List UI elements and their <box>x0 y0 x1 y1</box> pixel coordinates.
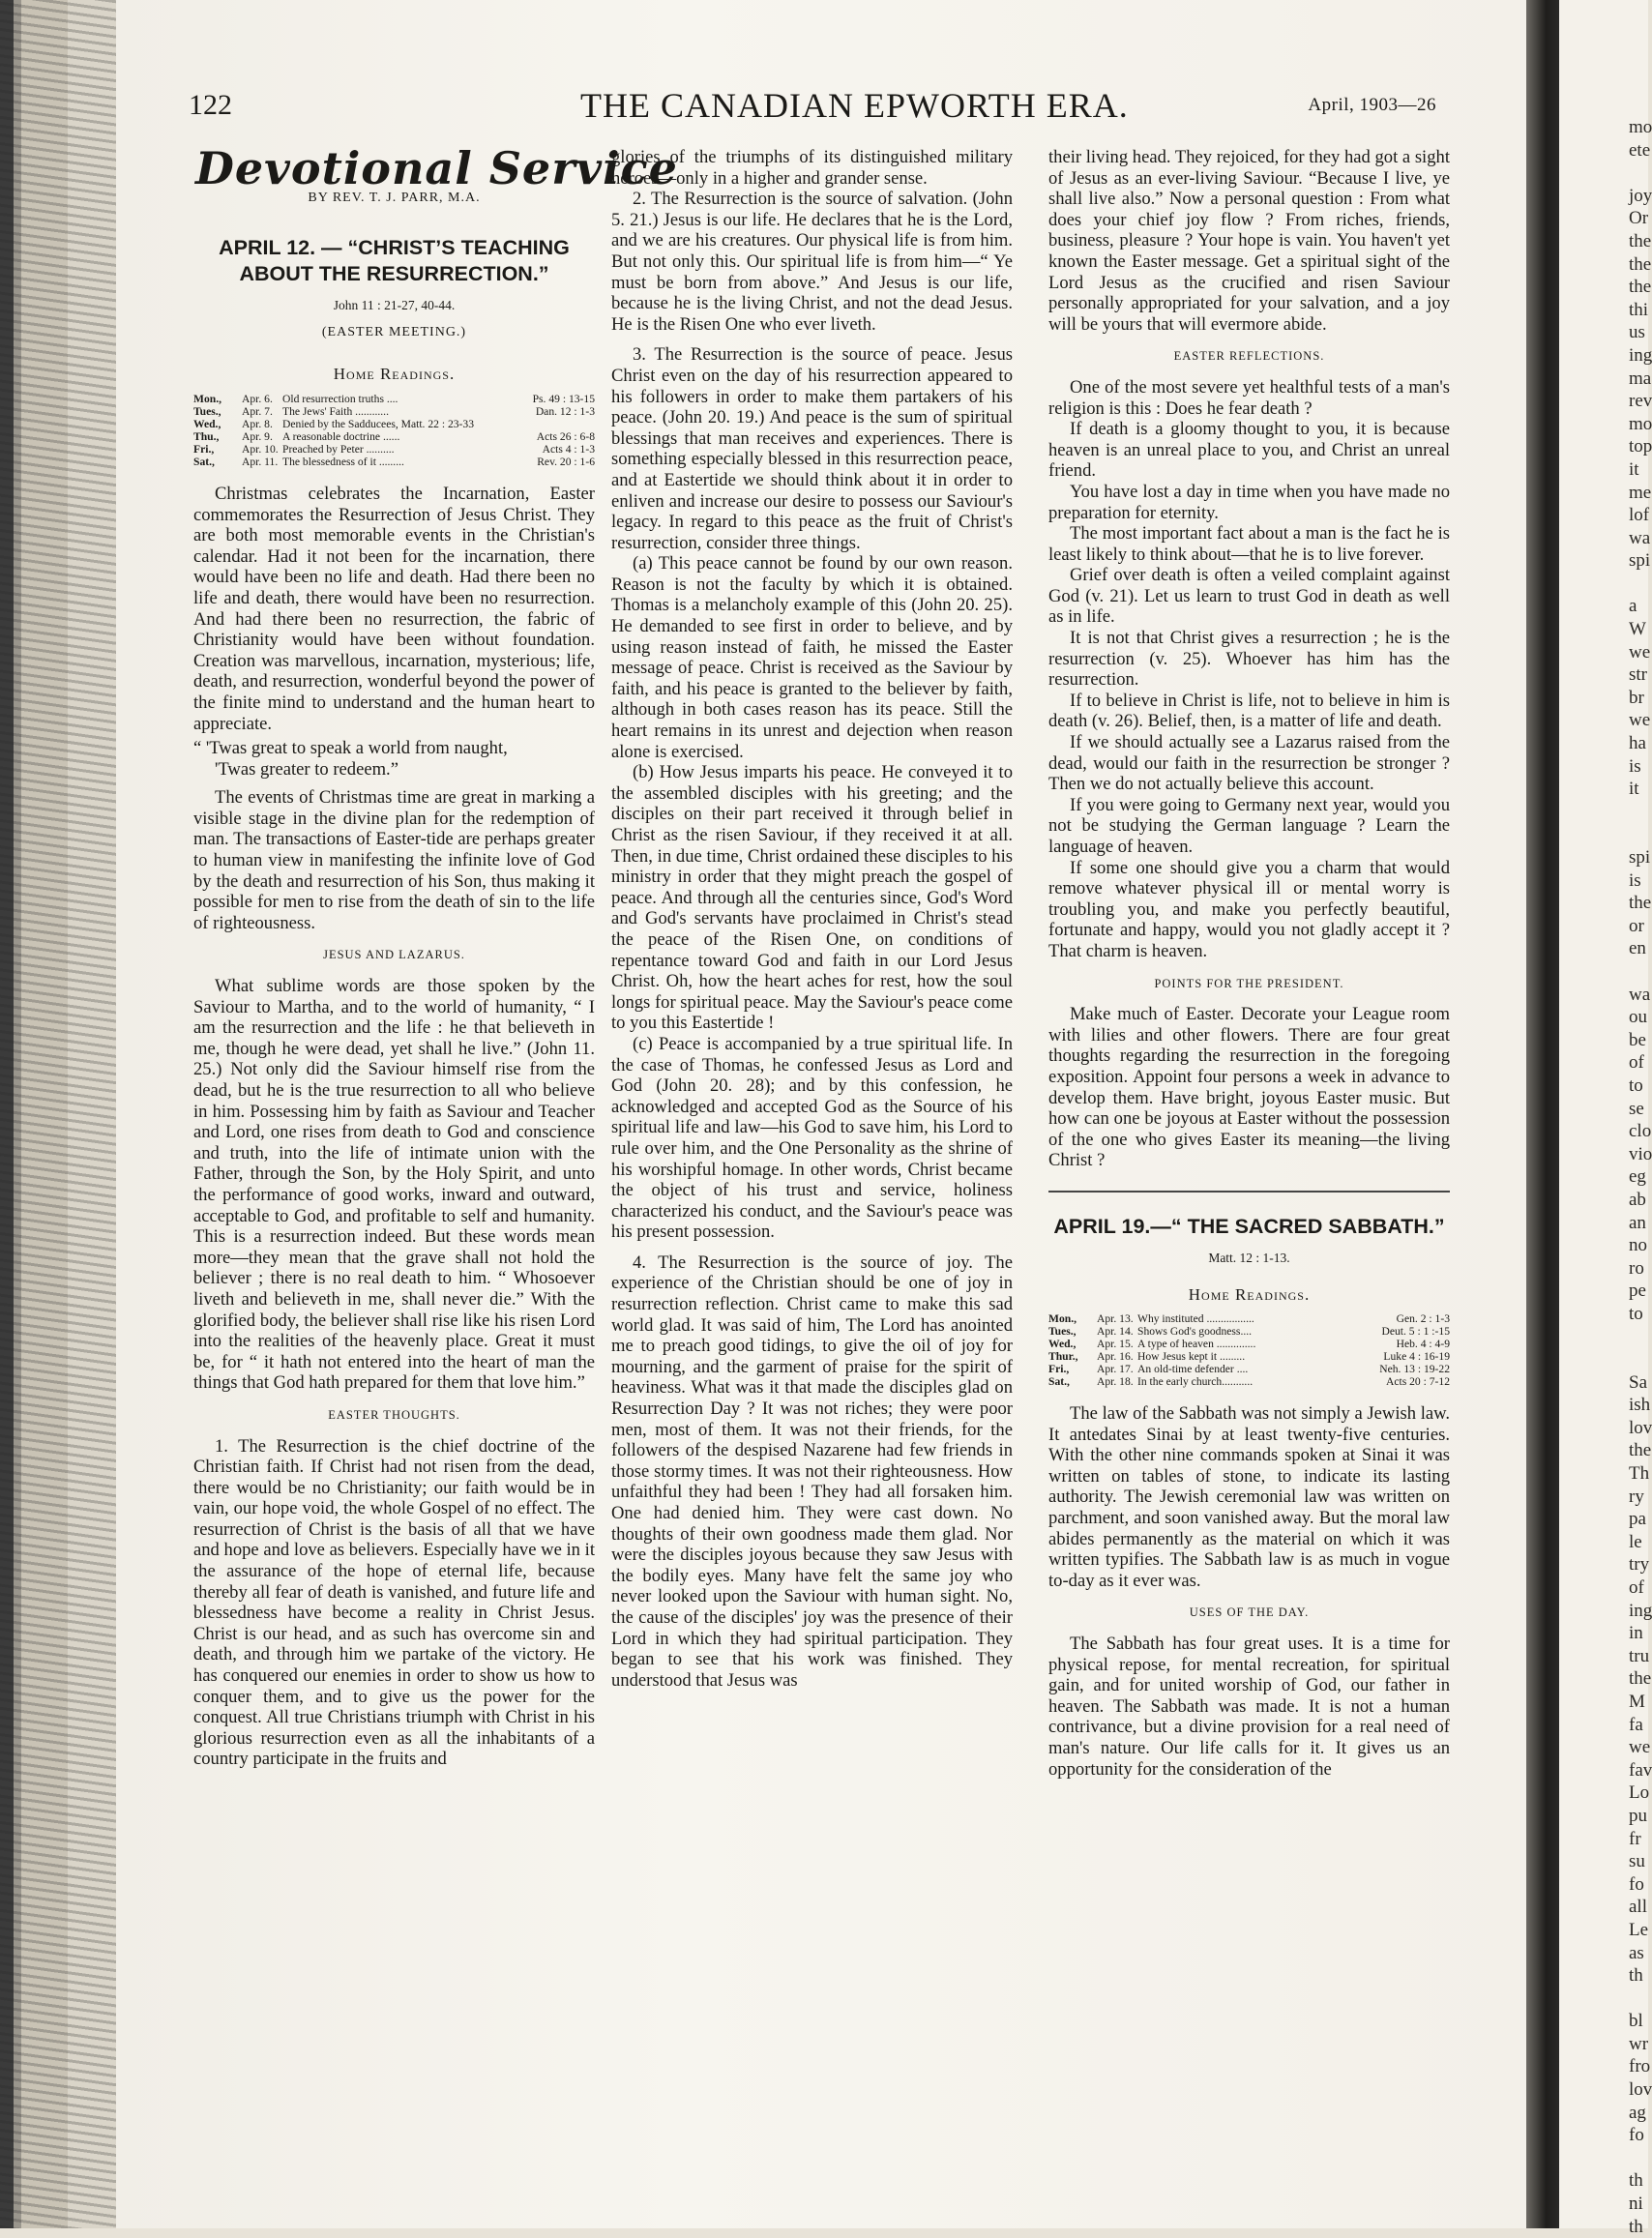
meeting-label: (EASTER MEETING.) <box>321 324 467 339</box>
reflection: If to believe in Christ is life, not to believe in him is death (v. 26). Belief, then, is a matter of life and death. <box>1048 690 1450 732</box>
reading-row: Thu., Apr. 9. A reasonable doctrine ...... Acts 26 : 6-8 <box>193 429 595 443</box>
reflection: If we should actually see a Lazarus raised from the dead, would our faith in the resurrection be stronger ? Then we do not actually believe this account. <box>1048 732 1450 795</box>
reflection: Grief over death is often a veiled complaint against God (v. 21). Let us learn to trust God in death as well as in life. <box>1048 565 1450 628</box>
page-gutter <box>1526 0 1559 2228</box>
home-readings-table <box>193 393 595 468</box>
paragraph: 2. The Resurrection is the source of salvation. (John 5. 21.) Jesus is our life. He declares that he is the Lord, and we are his creatures. Our physical life is from him. But not only this. Our spiritual life is from him—“ Ye must be born from above.” And Jesus is our life, because he is the living Christ, and not the dead Jesus. He is the Risen One who ever liveth. <box>611 189 1013 335</box>
reflection: One of the most severe yet healthful tests of a man's religion is this : Does he fear death ? <box>1048 376 1450 419</box>
reading-row: Sat., Apr. 11. The blessedness of it ......... Rev. 20 : 1-6 <box>193 455 595 468</box>
subheading: EASTER THOUGHTS. <box>328 1407 460 1422</box>
reflection: If you were going to Germany next year, would you not be studying the German language ? Learn the language of heaven. <box>1048 794 1450 857</box>
reflection: You have lost a day in time when you have made no preparation for eternity. <box>1048 481 1450 523</box>
reading-row: Wed., Apr. 8. Denied by the Sadducees, Matt. 22 : 23-33 <box>193 417 475 430</box>
home-readings-title: Home Readings. <box>333 365 456 384</box>
next-page-edge-text: mo ete joy Or the the the thi us ing ma rev mo top it me lof wa spi a W we str br we ha is it spi is the or en wa ou be of to se clo vio eg ab an no ro pe to Sa ish lov the Th ry pa le try of ing in tru the M fa we fav Lo pu fr su fo all Le as th bl wr fro lov ag fo th ni th <box>1629 117 1652 2237</box>
reading-row: Tues., Apr. 7. The Jews' Faith ............ Dan. 12 : 1-3 <box>193 404 595 418</box>
paragraph: Make much of Easter. Decorate your League room with lilies and other flowers. There are four great thoughts regarding the resurrection in the foregoing exposition. Appoint four persons a week in advance to develop them. Have bright, joyous Easter music. But how can one be joyous at Easter without the possession of the one who gives Easter its meaning—the living Christ ? <box>1048 1004 1450 1171</box>
page-number: 122 <box>189 89 232 121</box>
reading-row: Thur., Apr. 16. How Jesus kept it ......... Luke 4 : 16-19 <box>1048 1350 1450 1364</box>
paragraph: 1. The Resurrection is the chief doctrine of the Christian faith. If Christ had not risen from the dead, there would be no Christianity; our faith would be in vain, our hope void, the whole Gospel of no effect. The resurrection of Christ is the basis of all that we have and hope and love as believers. Especially have we in it the assurance of the hope of eternal life, because thereby all fear of death is vanished, and future life and blessedness have become a reality in Christ Jesus. Christ is our head, and as such has overcome sin and death, and through him we partake of the victory. He has conquered our enemies in order to show us how to conquer them, and to give us the power for the conquest. All true Christians triumph with Christ in his glorious resurrection even as all the inhabitants of a country participate in the fruits and <box>193 1435 595 1770</box>
subheading: EASTER REFLECTIONS. <box>1173 349 1325 364</box>
page-header <box>189 86 1436 128</box>
poem <box>193 738 595 780</box>
scripture-reference: Matt. 12 : 1-13. <box>1208 1250 1290 1265</box>
column-2 <box>611 147 1013 1691</box>
paragraph: their living head. They rejoiced, for they had got a sight of Jesus as an ever-living Saviour. “Because I live, ye shall live also.” Now a personal question : From what does your chief joy flow ? From riches, friends, business, pleasure ? Your hope is vain. You haven't yet known the Easter message. Get a spiritual sight of the Lord Jesus as the crucified and risen Saviour personally appropriated for your salvation, and a joy will be yours that will evermore abide. <box>1048 147 1450 335</box>
paragraph: glories of the triumphs of its distinguished military heroes—only in a higher and grander sense. <box>611 147 1013 189</box>
paragraph: What sublime words are those spoken by the Saviour to Martha, and to the world of humanity, “ I am the resurrection and the life : he that believeth in me, though he were dead, yet shall he live.” (John 11. 25.) Not only did the Saviour himself rise from the dead, but he is the true resurrection to all who believe in him. Possessing him by faith as Saviour and Teacher and Lord, one rises from death to God and conscience and truth, into the life of intimate union with the Father, through the Son, by the Holy Spirit, and unto the performance of good works, inward and outward, acceptable to God, and profitable to self and humanity. This is a resurrection indeed. But these words mean more—they mean that the grave shall not hold the believer ; there is no real death to him. “ Whosoever liveth and believeth in me, shall never die.” With the glorified body, the believer shall rise like his risen Lord into the realities of the heavenly place. Great it must be, for “ it hath not entered into the heart of man the things that God hath prepared for them that love him.” <box>193 976 595 1394</box>
reading-row: Tues., Apr. 14. Shows God's goodness.... Deut. 5 : 1 :-15 <box>1048 1325 1450 1339</box>
reading-row: Fri., Apr. 17. An old-time defender .... Neh. 13 : 19-22 <box>1048 1363 1450 1376</box>
paragraph: The events of Christmas time are great in marking a visible stage in the divine plan for the redemption of man. The transactions of Easter-tide are perhaps greater to human view in manifesting the infinite love of God by the death and resurrection of his Son, thus making it possible for men to rise from the death of sin to the life of righteousness. <box>193 787 595 933</box>
paragraph: (b) How Jesus imparts his peace. He conveyed it to the assembled disciples with his greeting; and the disciples on their part received it through belief in Christ as the risen Saviour, if they received it at all. Then, in due time, Christ ordained these disciples to his ministry in order that they might preach the gospel of peace. And through all the centuries since, God's Word and God's servants have proclaimed in Christ's stead the peace of the Risen One, on conditions of repentance toward God and faith in our Lord Jesus Christ. Oh, how the heart aches for rest, how the soul longs for spiritual peace. May the Saviour's peace come to you this Eastertide ! <box>611 762 1013 1034</box>
reading-row: Sat., Apr. 18. In the early church........... Acts 20 : 7-12 <box>1048 1375 1450 1389</box>
subheading: JESUS AND LAZARUS. <box>323 948 465 962</box>
reading-row: Fri., Apr. 10. Preached by Peter .......... Acts 4 : 1-3 <box>193 442 595 456</box>
paragraph: 3. The Resurrection is the source of peace. Jesus Christ even on the day of his resurrection appeared to his followers in order to make them partakers of his peace. (John 20. 19.) And peace is the sum of spiritual blessings that man receives and experiences. There is something especially blessed in this resurrection peace, and at Eastertide we should think about it in order to enliven and increase our desire to possess our Saviour's legacy. In regard to this peace as the fruit of Christ's resurrection, consider three things. <box>611 344 1013 553</box>
poem-line: “ 'Twas great to speak a world from naught, <box>193 738 508 759</box>
paragraph: Christmas celebrates the Incarnation, Easter commemorates the Resurrection of Jesus Christ. They are both most memorable events in the Christian's calendar. Had it not been for the incarnation, there would have been no life and death. Had there been no life and death, there would have been no resurrection. And had there been no resurrection, the fabric of Christianity would have been without foundation. Creation was marvellous, incarnation, mysterious; life, death, and resurrection, wonderful beyond the power of the finite mind to understand and the human heart to appreciate. <box>193 483 595 734</box>
reading-row: Mon., Apr. 13. Why instituted ................. Gen. 2 : 1-3 <box>1048 1312 1450 1326</box>
reading-row: Wed., Apr. 15. A type of heaven .............. Heb. 4 : 4-9 <box>1048 1338 1450 1351</box>
home-readings-table <box>1048 1312 1450 1388</box>
poem-line: 'Twas greater to redeem.” <box>215 758 398 780</box>
home-readings-title: Home Readings. <box>1188 1284 1311 1304</box>
lesson-heading: APRIL 12. — “CHRIST’S TEACHING ABOUT THE RESURRECTION.” <box>219 236 570 286</box>
paragraph: The law of the Sabbath was not simply a Jewish law. It antedates Sinai by at least twenty-five centuries. With the other nine commands spoken at Sinai it was written on tables of stone, to indicate its lasting authority. The Jewish ceremonial law was written on parchment, and soon vanished away. But the moral law abides permanently as the material on which it was written typifies. The Sabbath law is as much in vogue to-day as it ever was. <box>1048 1403 1450 1591</box>
paragraph: The Sabbath has four great uses. It is a time for physical repose, for mental recreation, for spiritual gain, and for united worship of God, our father in heaven. The Sabbath was made. It is not a human contrivance, but a divine provision for a real need of man's nature. Our life calls for it. It gives us an opportunity for the consideration of the <box>1048 1634 1450 1780</box>
paragraph: 4. The Resurrection is the source of joy. The experience of the Christian should be one of joy in resurrection reflection. Christ came to make this sad world glad. It was said of him, The Lord has anointed me to preach good tidings, to give the oil of joy for mourning, and the garment of praise for the spirit of heaviness. What was it that made the disciples glad on Resurrection Day ? It was not riches; they were poor men, most of them. It was not their friends, for the followers of the despised Nazarene had few friends in those stormy times. It was not their righteousness. How unfaithful they had been ! They had all forsaken him. One had denied him. They were cast down. No thoughts of their own goodness made them glad. Nor were the disciples joyous because they saw Jesus with the bodily eyes. Many have felt the same joy who never looked upon the Saviour with human sight. No, the cause of the disciples' joy was the presence of their Lord in which they had spiritual participation. They began to see that his work was finished. They understood that Jesus was <box>611 1252 1013 1691</box>
paragraph: (c) Peace is accompanied by a true spiritual life. In the case of Thomas, he confessed Jesus as Lord and God (John 20. 28); and by this confession, he acknowledged and accepted God as the Source of his spiritual life and law—his God to save him, his Lord to rule over him, and the One Personality as the shrine of his worshipful homage. In other words, Christ became the object of his trust and service, holiness characterized his conduct, and the Saviour's peace was his present possession. <box>611 1033 1013 1243</box>
issue-date: April, 1903—26 <box>1308 95 1436 115</box>
byline: BY REV. T. J. PARR, M.A. <box>308 190 481 205</box>
reading-row: Mon., Apr. 6. Old resurrection truths .... Ps. 49 : 13-15 <box>193 392 595 405</box>
scripture-reference: John 11 : 21-27, 40-44. <box>333 298 456 313</box>
reflection: If death is a gloomy thought to you, it is because heaven is an unreal place to you, and Christ an unreal friend. <box>1048 419 1450 482</box>
subheading: POINTS FOR THE PRESIDENT. <box>1154 976 1344 990</box>
section-divider <box>1048 1191 1450 1193</box>
section-title: Devotional Service <box>195 142 678 194</box>
subheading: USES OF THE DAY. <box>1189 1605 1310 1620</box>
reflection: The most important fact about a man is the fact he is least likely to think about—that he is to live forever. <box>1048 523 1450 565</box>
paragraph: (a) This peace cannot be found by our own reason. Reason is not the faculty by which it is obtained. Thomas is a melancholy example of this (John 20. 25). He demanded to see first in order to believe, and by using reason instead of faith, he missed the Easter message of peace. Christ is received as the Saviour by faith, and his peace is granted to the believer by faith, although in both cases reason has its peace. Still the heart remains in its unrest and dejection when reason alone is exercised. <box>611 553 1013 762</box>
magazine-title: THE CANADIAN EPWORTH ERA. <box>580 86 1129 125</box>
reflection: If some one should give you a charm that would remove whatever physical ill or mental worry is troubling you, and make you perfectly beautiful, fortunate and happy, would you not gladly accept it ? That charm is heaven. <box>1048 857 1450 961</box>
lesson-heading: APRIL 19.—“ THE SACRED SABBATH.” <box>1053 1214 1445 1238</box>
column-3 <box>1048 147 1450 1780</box>
column-1 <box>193 142 678 1770</box>
reflection: It is not that Christ gives a resurrection ; he is the resurrection (v. 25). Whoever has him has the resurrection. <box>1048 628 1450 691</box>
left-binding-ornament <box>0 0 116 2228</box>
